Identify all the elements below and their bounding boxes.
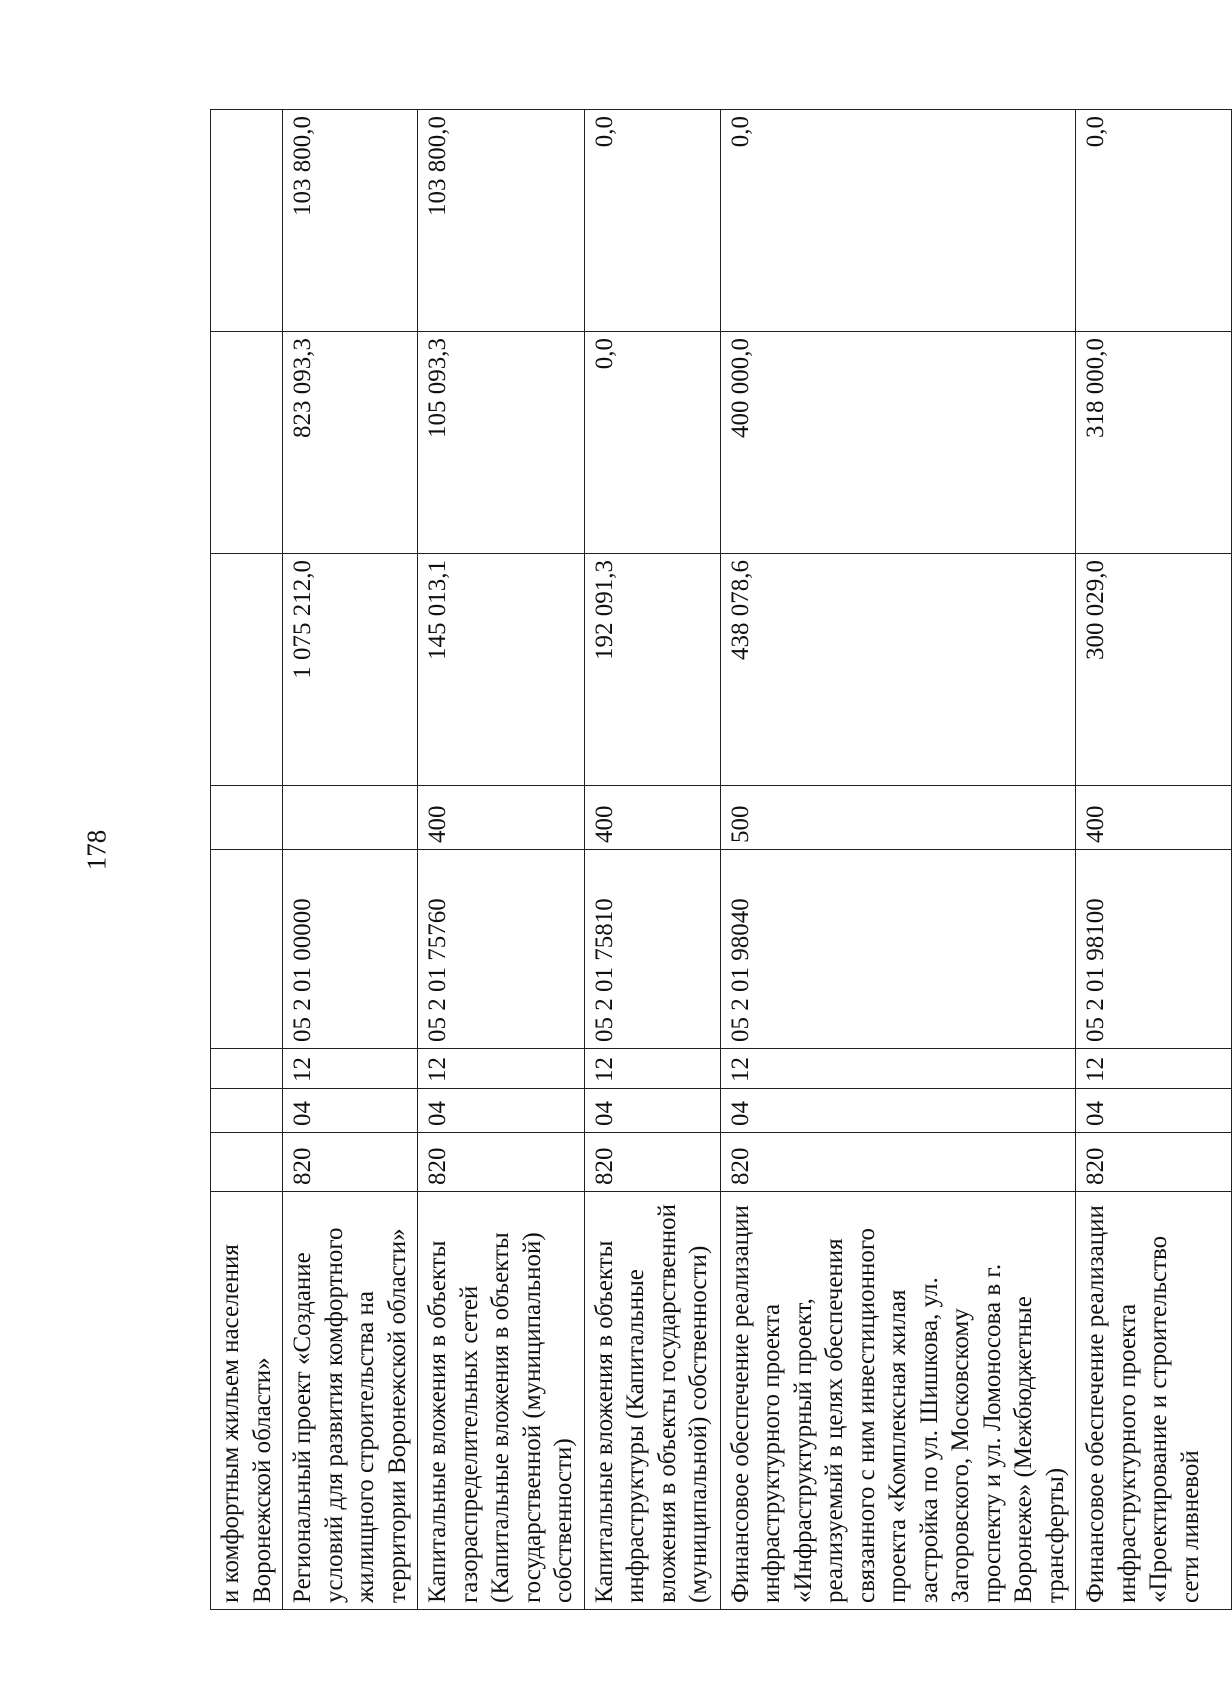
pr-cell: 12 — [1076, 1049, 1232, 1089]
pr-cell: 12 — [283, 1049, 418, 1089]
grbs-cell: 820 — [720, 1133, 1076, 1192]
budget-table — [210, 109, 1232, 1610]
grbs-cell — [211, 1133, 283, 1192]
amount-cell-1: 145 013,1 — [418, 554, 585, 786]
row-name-cell: и комфортным жильем населения Воронежской области» — [211, 1192, 283, 1610]
pr-cell — [211, 1049, 283, 1089]
amount-cell-3 — [211, 110, 283, 332]
table-row — [283, 110, 418, 1610]
amount-cell-3: 0,0 — [720, 110, 1076, 332]
table-row — [418, 110, 585, 1610]
amount-cell-3: 103 800,0 — [283, 110, 418, 332]
row-name-cell: Региональный проект «Создание условий для развития комфортного жилищного строительства на территории Воронежской области» — [283, 1192, 418, 1610]
amount-cell-2: 0,0 — [584, 332, 720, 554]
amount-cell-1: 300 029,0 — [1076, 554, 1232, 786]
row-name-cell: Финансовое обеспечение реализации инфраструктурного проекта «Инфраструктурный проект, реализуемый в целях обеспечения связанного с ним инвестиционного проекта «Комплексная жилая застройка по ул. Шишкова, ул. Загоровского, Московскому проспекту и ул. Ломоносова в г. Воронеже» (Межбюджетные трансферты) — [720, 1192, 1076, 1610]
amount-cell-2: 400 000,0 — [720, 332, 1076, 554]
vr-cell — [283, 786, 418, 850]
csr-cell: 05 2 01 75810 — [584, 850, 720, 1049]
vr-cell — [211, 786, 283, 850]
rz-cell: 04 — [283, 1089, 418, 1133]
csr-cell: 05 2 01 98100 — [1076, 850, 1232, 1049]
amount-cell-1: 1 075 212,0 — [283, 554, 418, 786]
csr-cell — [211, 850, 283, 1049]
vr-cell: 500 — [720, 786, 1076, 850]
table-row — [211, 110, 283, 1610]
rotated-table-wrapper — [210, 110, 1204, 1610]
table-row — [1076, 110, 1232, 1610]
row-name-cell: Капитальные вложения в объекты инфраструктуры (Капитальные вложения в объекты государственной (муниципальной) собственности) — [584, 1192, 720, 1610]
vr-cell: 400 — [1076, 786, 1232, 850]
rz-cell: 04 — [720, 1089, 1076, 1133]
vr-cell: 400 — [584, 786, 720, 850]
row-name-cell: Финансовое обеспечение реализации инфраструктурного проекта «Проектирование и строительство сети ливневой — [1076, 1192, 1232, 1610]
grbs-cell: 820 — [283, 1133, 418, 1192]
rz-cell — [211, 1089, 283, 1133]
amount-cell-2 — [211, 332, 283, 554]
pr-cell: 12 — [418, 1049, 585, 1089]
amount-cell-3: 0,0 — [584, 110, 720, 332]
amount-cell-2: 105 093,3 — [418, 332, 585, 554]
grbs-cell: 820 — [584, 1133, 720, 1192]
csr-cell: 05 2 01 75760 — [418, 850, 585, 1049]
pr-cell: 12 — [720, 1049, 1076, 1089]
rz-cell: 04 — [418, 1089, 585, 1133]
amount-cell-1: 438 078,6 — [720, 554, 1076, 786]
amount-cell-2: 823 093,3 — [283, 332, 418, 554]
pr-cell: 12 — [584, 1049, 720, 1089]
csr-cell: 05 2 01 98040 — [720, 850, 1076, 1049]
table-row — [584, 110, 720, 1610]
table-row — [720, 110, 1076, 1610]
rz-cell: 04 — [1076, 1089, 1232, 1133]
amount-cell-2: 318 000,0 — [1076, 332, 1232, 554]
vr-cell: 400 — [418, 786, 585, 850]
amount-cell-1 — [211, 554, 283, 786]
rz-cell: 04 — [584, 1089, 720, 1133]
row-name-cell: Капитальные вложения в объекты газораспределительных сетей (Капитальные вложения в объекты государственной (муниципальной) собственности) — [418, 1192, 585, 1610]
amount-cell-3: 0,0 — [1076, 110, 1232, 332]
grbs-cell: 820 — [418, 1133, 585, 1192]
amount-cell-1: 192 091,3 — [584, 554, 720, 786]
grbs-cell: 820 — [1076, 1133, 1232, 1192]
page-number: 178 — [81, 829, 112, 871]
csr-cell: 05 2 01 00000 — [283, 850, 418, 1049]
amount-cell-3: 103 800,0 — [418, 110, 585, 332]
